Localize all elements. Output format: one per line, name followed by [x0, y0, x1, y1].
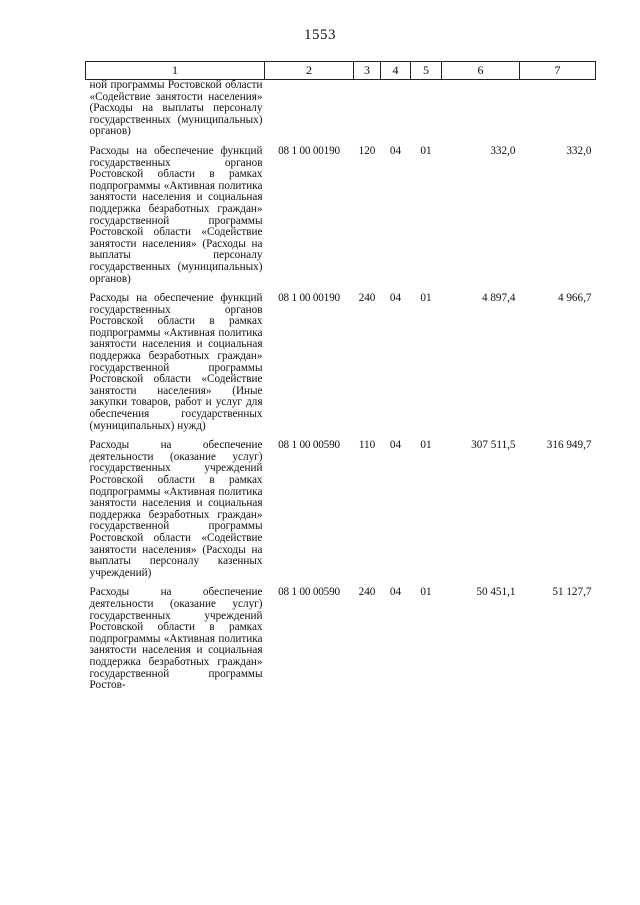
table-row: [86, 80, 596, 138]
table-row: [86, 440, 596, 579]
row-subsection: 01: [420, 292, 432, 305]
row-target-code: 08 1 00 00590: [278, 439, 340, 452]
row-expense-type: 110: [358, 439, 376, 452]
row-expense-type: 240: [358, 586, 376, 599]
row-description: Расходы на обеспечение деятельности (оказание услуг) государственных учреждений Ростовской области в рамках подпрограммы «Активная политика занятости населения и социальная поддержка безработных граждан» государственной программы Ростов-: [89, 586, 263, 692]
header-col-7: 7: [520, 62, 596, 80]
row-sum-2: 4 966,7: [557, 292, 592, 305]
row-expense-type: [354, 80, 381, 138]
page-number: 1553: [304, 27, 336, 43]
row-description: ной программы Ростовской области «Содействие занятости населения» (Расходы на выплаты персоналу государственных (муниципальных) органов): [89, 79, 263, 138]
row-section: 04: [389, 439, 402, 452]
row-subsection: [411, 80, 442, 138]
row-sum-2: 332,0: [566, 144, 592, 157]
row-expense-type: 240: [358, 292, 376, 305]
header-col-4: 4: [381, 62, 411, 80]
header-col-5: 5: [411, 62, 442, 80]
table-row: [86, 146, 596, 285]
row-sum-1: 332,0: [490, 144, 516, 157]
row-sum-1: [442, 80, 520, 138]
row-subsection: 01: [420, 439, 432, 452]
row-target-code: 08 1 00 00190: [278, 144, 340, 157]
table-row: [86, 587, 596, 691]
row-sum-2: 51 127,7: [552, 586, 592, 599]
header-col-3: 3: [354, 62, 381, 80]
row-description: Расходы на обеспечение функций государственных органов Ростовской области в рамках подпрограммы «Активная политика занятости населения и социальная поддержка безработных граждан» государственной программы Ростовской области «Содействие занятости населения» (Расходы на выплаты персоналу государственных (муниципальных) органов): [89, 144, 263, 285]
row-subsection: 01: [420, 144, 432, 157]
budget-table: [85, 61, 596, 692]
row-section: 04: [389, 292, 402, 305]
row-sum-1: 307 511,5: [471, 439, 516, 452]
row-target-code: 08 1 00 00190: [278, 292, 340, 305]
table-row: [86, 293, 596, 432]
row-sum-2: 316 949,7: [546, 439, 592, 452]
row-section: [381, 80, 411, 138]
row-subsection: 01: [420, 586, 432, 599]
row-sum-1: 4 897,4: [481, 292, 516, 305]
row-expense-type: 120: [358, 144, 376, 157]
header-col-2: 2: [265, 62, 354, 80]
row-section: 04: [389, 144, 402, 157]
row-target-code: 08 1 00 00590: [278, 586, 340, 599]
row-description: Расходы на обеспечение деятельности (оказание услуг) государственных учреждений Ростовской области в рамках подпрограммы «Активная политика занятости населения и социальная поддержка безработных граждан» государственной программы Ростовской области «Содействие занятости населения» (Расходы на выплаты персоналу казенных учреждений): [89, 439, 263, 579]
row-sum-2: [520, 80, 596, 138]
row-section: 04: [389, 586, 402, 599]
row-target-code: [265, 80, 354, 138]
row-sum-1: 50 451,1: [476, 586, 516, 599]
row-description: Расходы на обеспечение функций государственных органов Ростовской области в рамках подпрограммы «Активная политика занятости населения и социальная поддержка безработных граждан» государственной программы Ростовской области «Содействие занятости населения» (Иные закупки товаров, работ и услуг для обеспечения государственных (муниципальных) нужд): [89, 292, 263, 432]
header-row: [86, 62, 596, 80]
header-col-6: 6: [442, 62, 520, 80]
header-col-1: 1: [86, 62, 265, 80]
budget-table-container: [85, 61, 595, 692]
